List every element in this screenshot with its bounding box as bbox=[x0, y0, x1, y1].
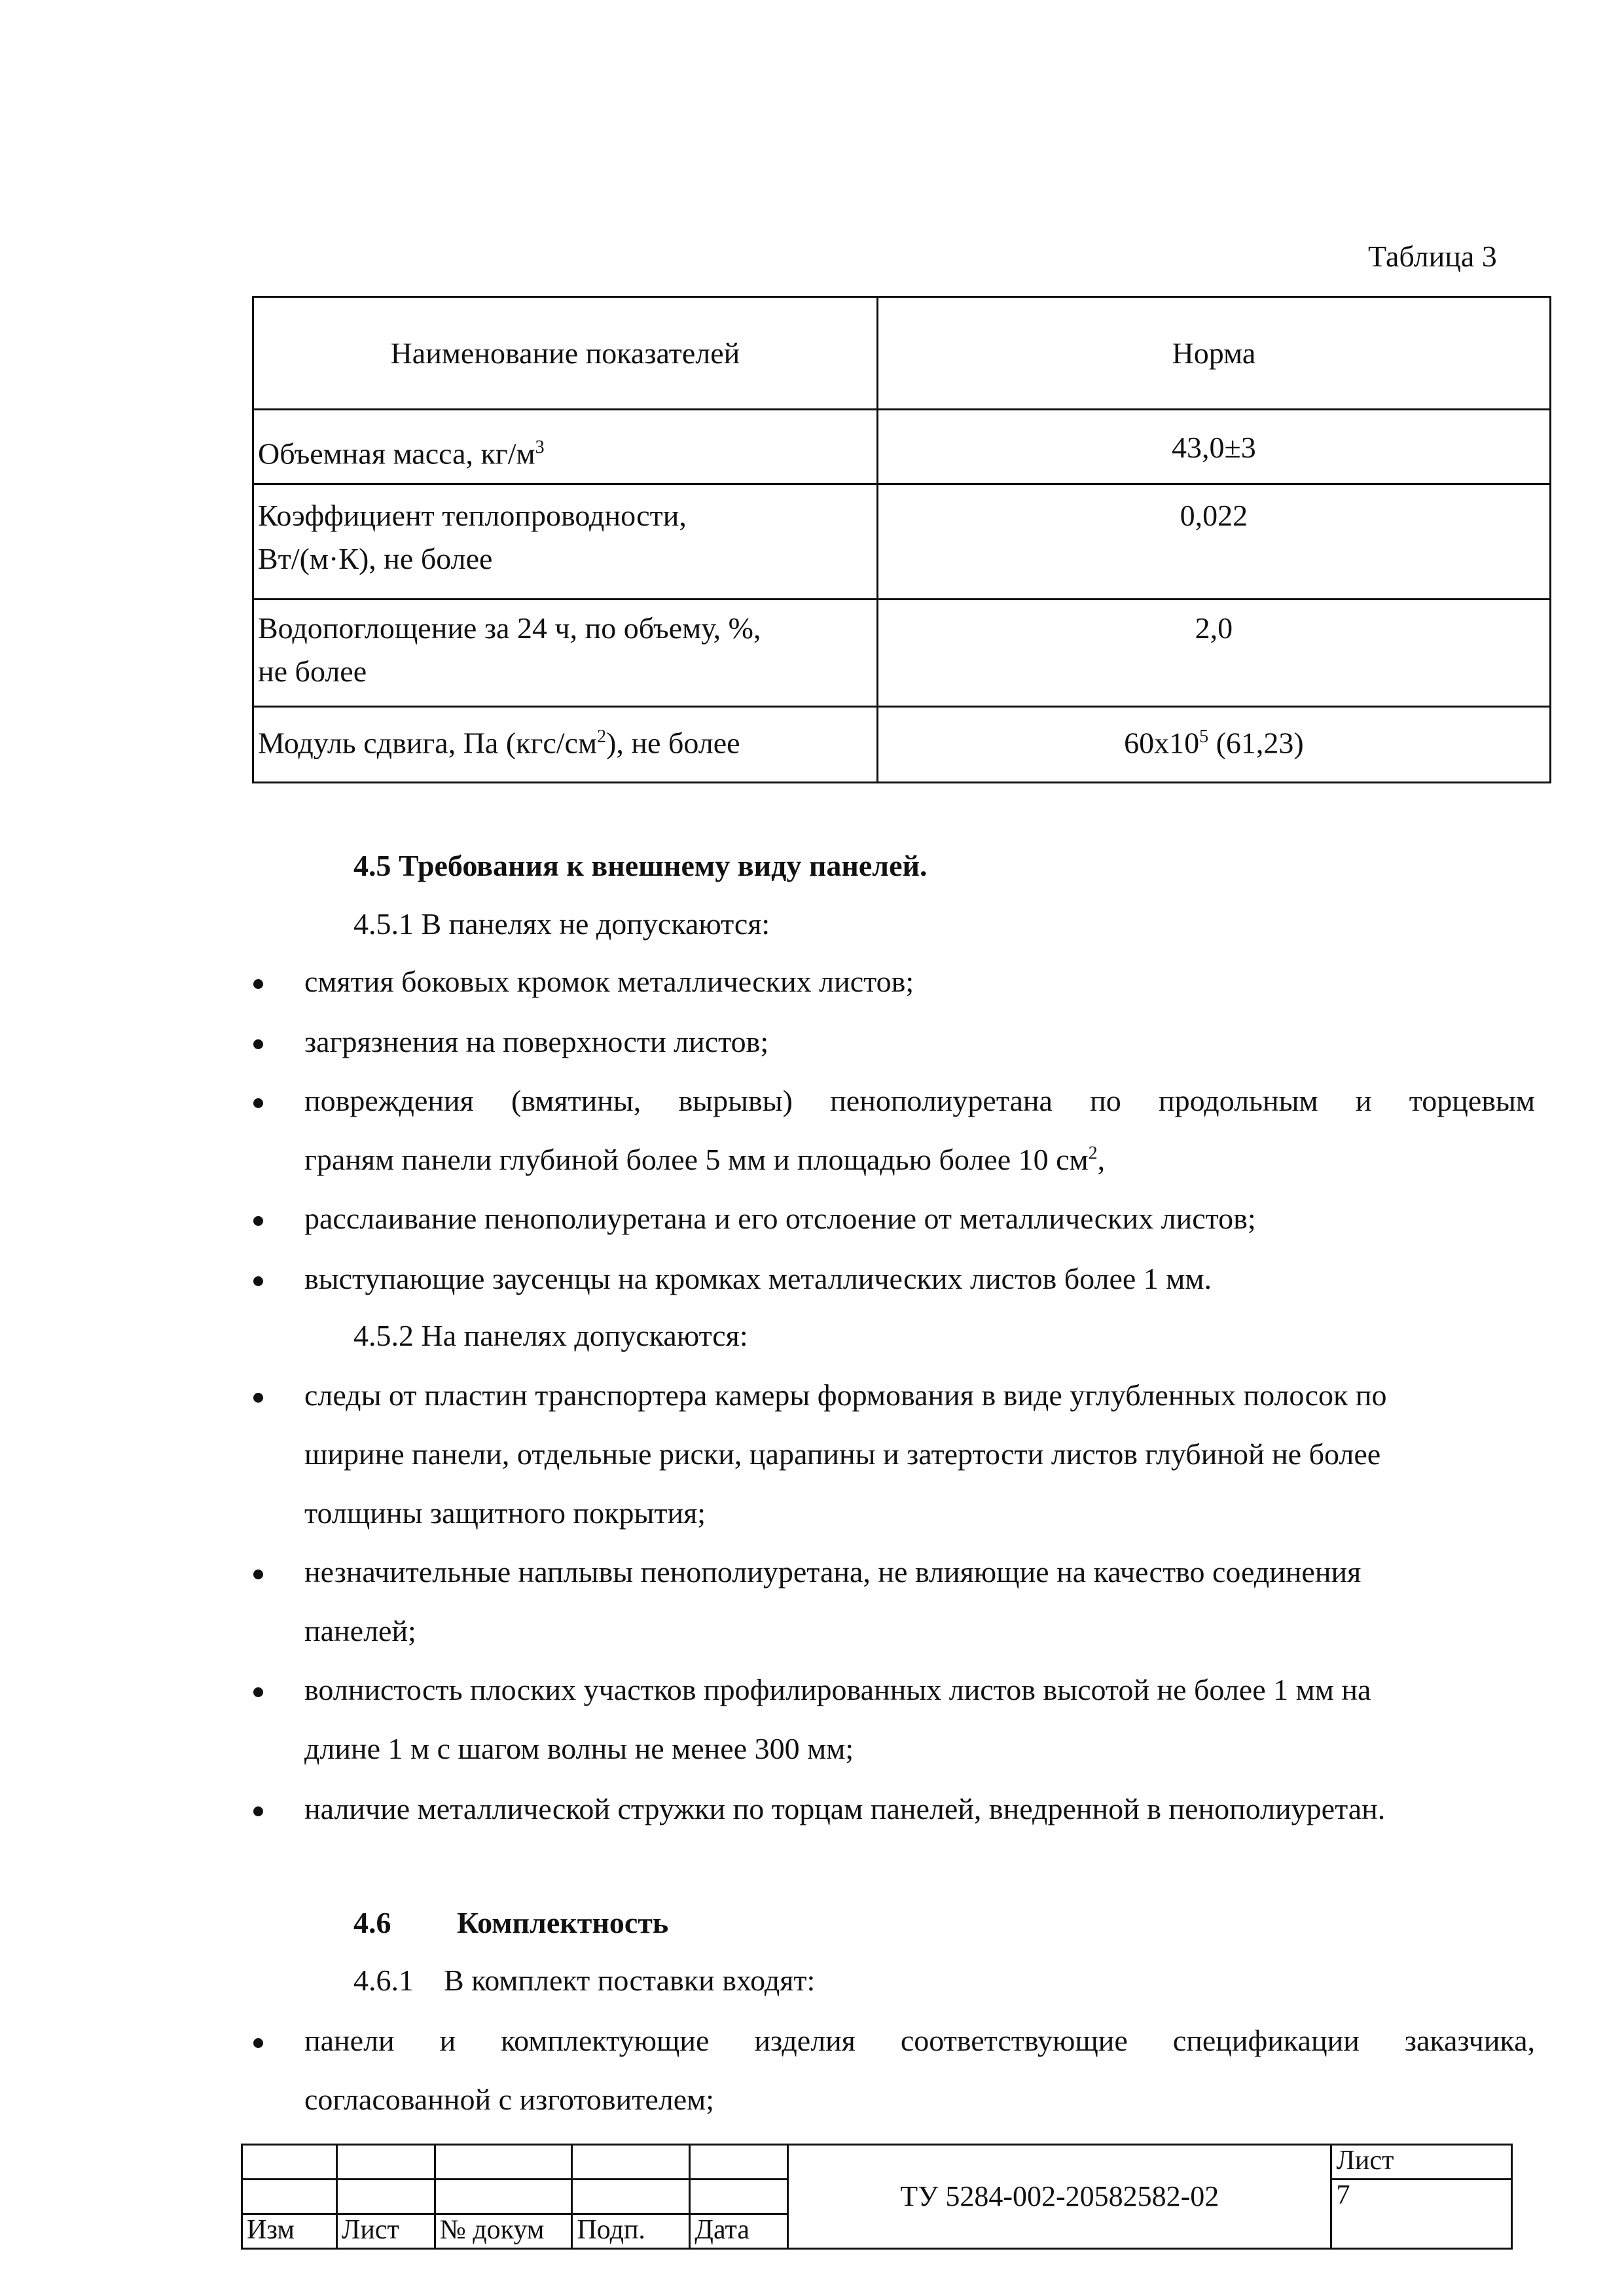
list-item: повреждения (вмятины, вырывы) пенополиуретана по продольным и торцевым bbox=[304, 1084, 1535, 1117]
table-header-row bbox=[253, 297, 1551, 410]
list-item-continuation: толщины защитного покрытия; bbox=[304, 1496, 706, 1530]
list-item: смятия боковых кромок металлических листов; bbox=[304, 965, 914, 998]
table-row bbox=[253, 600, 1551, 707]
label-list: Лист bbox=[336, 2214, 435, 2249]
label-date: Дата bbox=[690, 2214, 788, 2249]
list-item-continuation: панелей; bbox=[304, 1614, 416, 1647]
table-row bbox=[253, 707, 1551, 783]
sheet-label: Лист bbox=[1331, 2145, 1512, 2180]
table-caption: Таблица 3 bbox=[1368, 240, 1497, 273]
param-name: Модуль сдвига, Па $(кгс/см^2)$, не более bbox=[253, 707, 878, 783]
list-item: незначительные наплывы пенополиуретана, не влияющие на качество соединения bbox=[304, 1555, 1362, 1589]
param-value: 0,022 bbox=[877, 484, 1550, 600]
list-item-continuation: длине 1 м с шагом волны не менее 300 мм; bbox=[304, 1732, 854, 1765]
paragraph: 4.5.2 На панелях допускаются: bbox=[353, 1319, 748, 1352]
bullet-icon bbox=[253, 1687, 263, 1697]
bullet-icon bbox=[253, 1570, 263, 1579]
label-doc-number: № докум bbox=[435, 2214, 572, 2249]
param-value: 43,0±3 bbox=[877, 410, 1550, 484]
list-item: волнистость плоских участков профилированных листов высотой не более 1 мм на bbox=[304, 1673, 1371, 1706]
sheet-number: 7 bbox=[1331, 2180, 1512, 2249]
list-item-continuation: ширине панели, отдельные риски, царапины и затертости листов глубиной не более bbox=[304, 1437, 1381, 1471]
bullet-icon bbox=[253, 1393, 263, 1403]
list-item: расслаивание пенополиуретана и его отслоение от металлических листов; bbox=[304, 1202, 1256, 1235]
header-name: Наименование показателей bbox=[253, 297, 878, 410]
paragraph: 4.5.1 В панелях не допускаются: bbox=[353, 907, 770, 941]
header-norm: Норма bbox=[877, 297, 1550, 410]
section-heading: 4.5 Требования к внешнему виду панелей. bbox=[353, 849, 928, 882]
bullet-icon bbox=[253, 1806, 263, 1816]
param-name: Объемная масса, $кг/м^3$ bbox=[253, 410, 878, 484]
paragraph: 4.6.1 В комплект поставки входят: bbox=[353, 1964, 816, 1997]
bullet-icon bbox=[253, 1039, 263, 1049]
bullet-icon bbox=[253, 1276, 263, 1286]
table-row bbox=[253, 410, 1551, 484]
param-value: $60х10^5$ (61,23) bbox=[877, 707, 1550, 783]
label-signature: Подп. bbox=[572, 2214, 690, 2249]
list-item-continuation: граням панели глубиной более 5 мм и площадью более 10 $см^2$, bbox=[304, 1143, 1106, 1176]
label-izm: Изм bbox=[242, 2214, 337, 2249]
section-heading: Комплектность bbox=[457, 1906, 669, 1939]
list-item: следы от пластин транспортера камеры формования в виде углубленных полосок по bbox=[304, 1378, 1387, 1412]
list-item: загрязнения на поверхности листов; bbox=[304, 1025, 769, 1058]
table-row bbox=[253, 484, 1551, 600]
bullet-icon bbox=[253, 2038, 263, 2048]
list-item: наличие металлической стружки по торцам панелей, внедренной в пенополиуретан. bbox=[304, 1792, 1386, 1825]
parameters-table bbox=[252, 296, 1551, 783]
bullet-icon bbox=[253, 1216, 263, 1226]
param-name: Коэффициент теплопроводности, Вт/(м·К), не более bbox=[253, 484, 878, 600]
param-name: Водопоглощение за 24 ч, по объему, %, не более bbox=[253, 600, 878, 707]
list-item: выступающие заусенцы на кромках металлических листов более 1 мм. bbox=[304, 1262, 1212, 1295]
document-code: ТУ 5284-002-20582582-02 bbox=[788, 2145, 1331, 2249]
bullet-icon bbox=[253, 979, 263, 989]
list-item: панели и комплектующие изделия соответствующие спецификации заказчика, bbox=[304, 2024, 1535, 2057]
title-block bbox=[241, 2144, 1513, 2250]
param-value: 2,0 bbox=[877, 600, 1550, 707]
bullet-icon bbox=[253, 1098, 263, 1108]
section-number: 4.6 bbox=[353, 1906, 391, 1939]
list-item-continuation: согласованной с изготовителем; bbox=[304, 2083, 715, 2116]
